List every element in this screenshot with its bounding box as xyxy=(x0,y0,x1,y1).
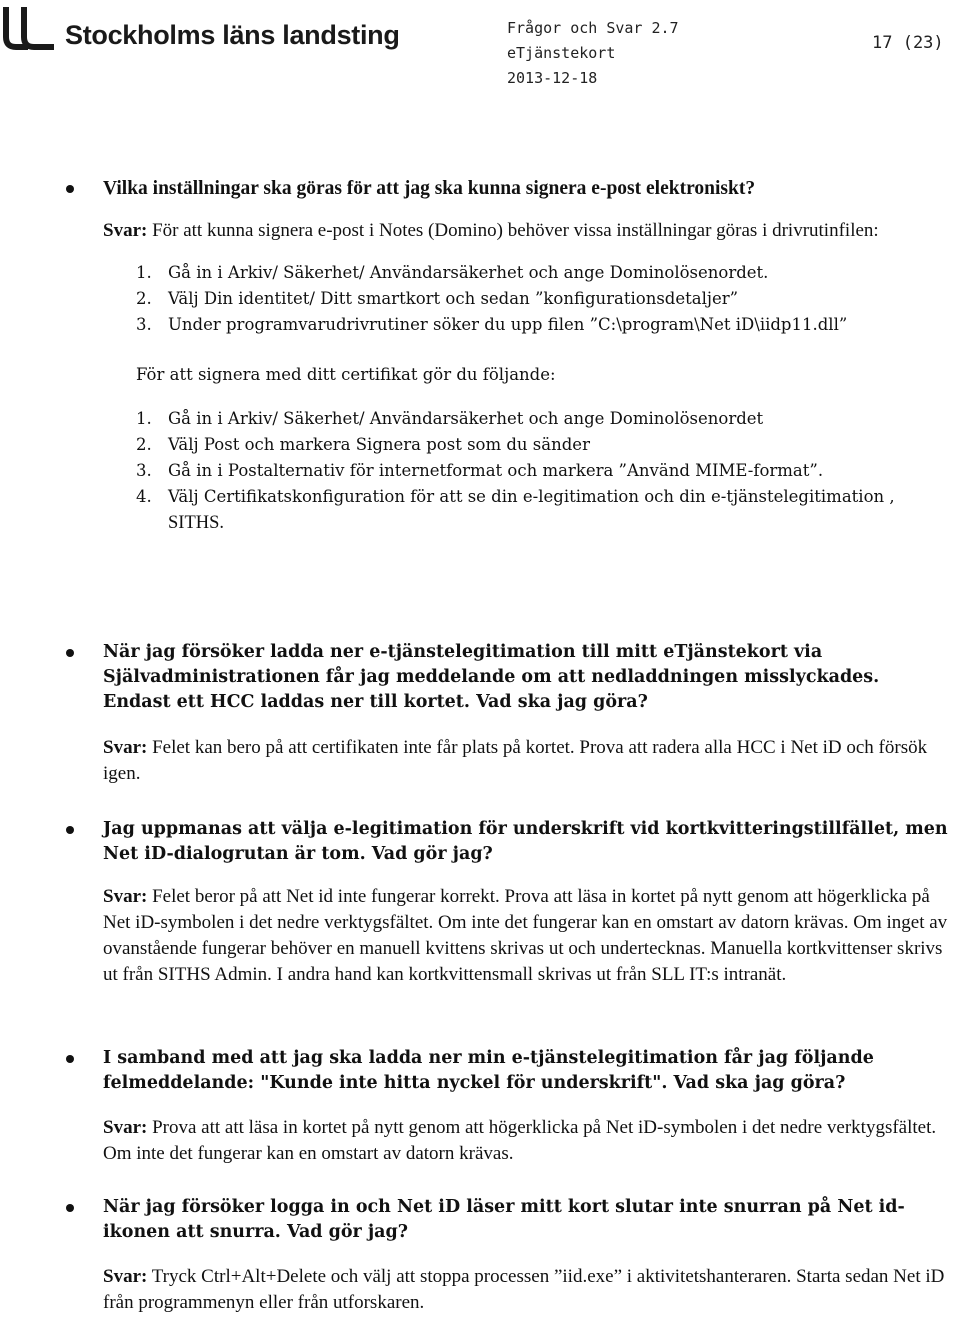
bullet-icon xyxy=(66,185,74,193)
answer-label: Svar: xyxy=(103,1266,148,1287)
document-subtitle: eTjänstekort xyxy=(507,44,616,62)
faq-question: När jag försöker logga in och Net iD läser mitt kort slutar inte snurran på Net id-ikonen att snurra. Vad gör jag? xyxy=(103,1197,905,1242)
sub-intro: För att signera med ditt certifikat gör du följande: xyxy=(136,365,556,384)
faq-item xyxy=(0,1195,960,1316)
faq-answer xyxy=(103,735,950,787)
bullet-icon xyxy=(66,1204,74,1212)
steps-list xyxy=(136,406,950,536)
list-item: 4. Välj Certifikatskonfiguration för att se din e-legitimation och din e-tjänstelegitimation , SITHS. xyxy=(136,487,895,533)
bullet-icon xyxy=(66,1055,74,1063)
document-meta xyxy=(507,16,679,91)
list-item: 1. Gå in i Arkiv/ Säkerhet/ Användarsäkerhet och ange Dominolösenordet xyxy=(136,409,764,428)
answer-text: Prova att att läsa in kortet på nytt genom att högerklicka på Net iD-symbolen i det nedre verktygsfältet. Om inte det fungerar kan en omstart av datorn krävas. xyxy=(103,1117,937,1164)
faq-question: I samband med att jag ska ladda ner min e-tjänstelegitimation får jag följande felmeddelande: "Kunde inte hitta nyckel för underskrift". Vad ska jag göra? xyxy=(103,1048,874,1093)
faq-item xyxy=(0,817,960,988)
steps-list xyxy=(136,260,950,338)
answer-text: Felet beror på att Net id inte fungerar korrekt. Prova att läsa in kortet på nytt genom att högerklicka på Net iD-symbolen i det nedre verktygsfältet. Om inte det fungerar kan en omstart av datorn krävas. Om inget av ovanstående fungerar behöver en manuell kvittens skrivas ut och undertecknas. Manuella kortkvittenser skrivs ut från SITHS Admin. I andra hand kan kortkvittensmall skrivas ut från SLL IT:s intranät. xyxy=(103,886,948,985)
answer-label: Svar: xyxy=(103,220,148,241)
faq-answer xyxy=(103,1264,950,1316)
faq-answer xyxy=(103,218,950,244)
answer-text: För att kunna signera e-post i Notes (Domino) behöver vissa inställningar göras i drivrutinfilen: xyxy=(147,220,879,241)
faq-answer xyxy=(103,1115,950,1167)
faq-item xyxy=(0,176,960,536)
answer-text: Tryck Ctrl+Alt+Delete och välj att stoppa processen ”iid.exe” i aktivitetshanteraren. Starta sedan Net iD från programmenyn eller från utforskaren. xyxy=(103,1266,945,1313)
sll-logo-icon xyxy=(2,7,57,51)
document-title: Frågor och Svar 2.7 xyxy=(507,19,679,37)
faq-question: När jag försöker ladda ner e-tjänstelegitimation till mitt eTjänstekort via Självadministrationen får jag meddelande om att nedladdningen misslyckades. Endast ett HCC laddas ner till kortet. Vad ska jag göra? xyxy=(103,642,880,712)
faq-item xyxy=(0,640,960,787)
page-header xyxy=(0,0,960,90)
faq-answer xyxy=(103,884,960,988)
bullet-icon xyxy=(66,826,74,834)
bullet-icon xyxy=(66,649,74,657)
logo-text: Stockholms läns landsting xyxy=(65,20,400,50)
list-item: 3. Gå in i Postalternativ för internetformat och markera ”Använd MIME-format”. xyxy=(136,461,824,480)
faq-item xyxy=(0,1046,960,1167)
answer-text: Felet kan bero på att certifikaten inte får plats på kortet. Prova att radera alla HCC i Net iD och försök igen. xyxy=(103,737,928,784)
page-number: 17 (23) xyxy=(872,33,944,53)
list-item: 3. Under programvarudrivrutiner söker du upp filen ”C:\program\Net iD\iidp11.dll” xyxy=(136,315,848,334)
faq-question: Jag uppmanas att välja e-legitimation för underskrift vid kortkvitteringstillfället, men Net iD-dialogrutan är tom. Vad gör jag? xyxy=(103,819,948,864)
answer-label: Svar: xyxy=(103,886,148,907)
answer-label: Svar: xyxy=(103,1117,148,1138)
document-date: 2013-12-18 xyxy=(507,69,598,87)
steps-block xyxy=(136,260,950,536)
list-item: 1. Gå in i Arkiv/ Säkerhet/ Användarsäkerhet och ange Dominolösenordet. xyxy=(136,263,769,282)
answer-label: Svar: xyxy=(103,737,148,758)
logo xyxy=(2,6,400,51)
list-item: 2. Välj Post och markera Signera post som du sänder xyxy=(136,435,590,454)
faq-question: Vilka inställningar ska göras för att jag ska kunna signera e-post elektroniskt? xyxy=(103,178,756,199)
list-item: 2. Välj Din identitet/ Ditt smartkort och sedan ”konfigurationsdetaljer” xyxy=(136,289,739,308)
